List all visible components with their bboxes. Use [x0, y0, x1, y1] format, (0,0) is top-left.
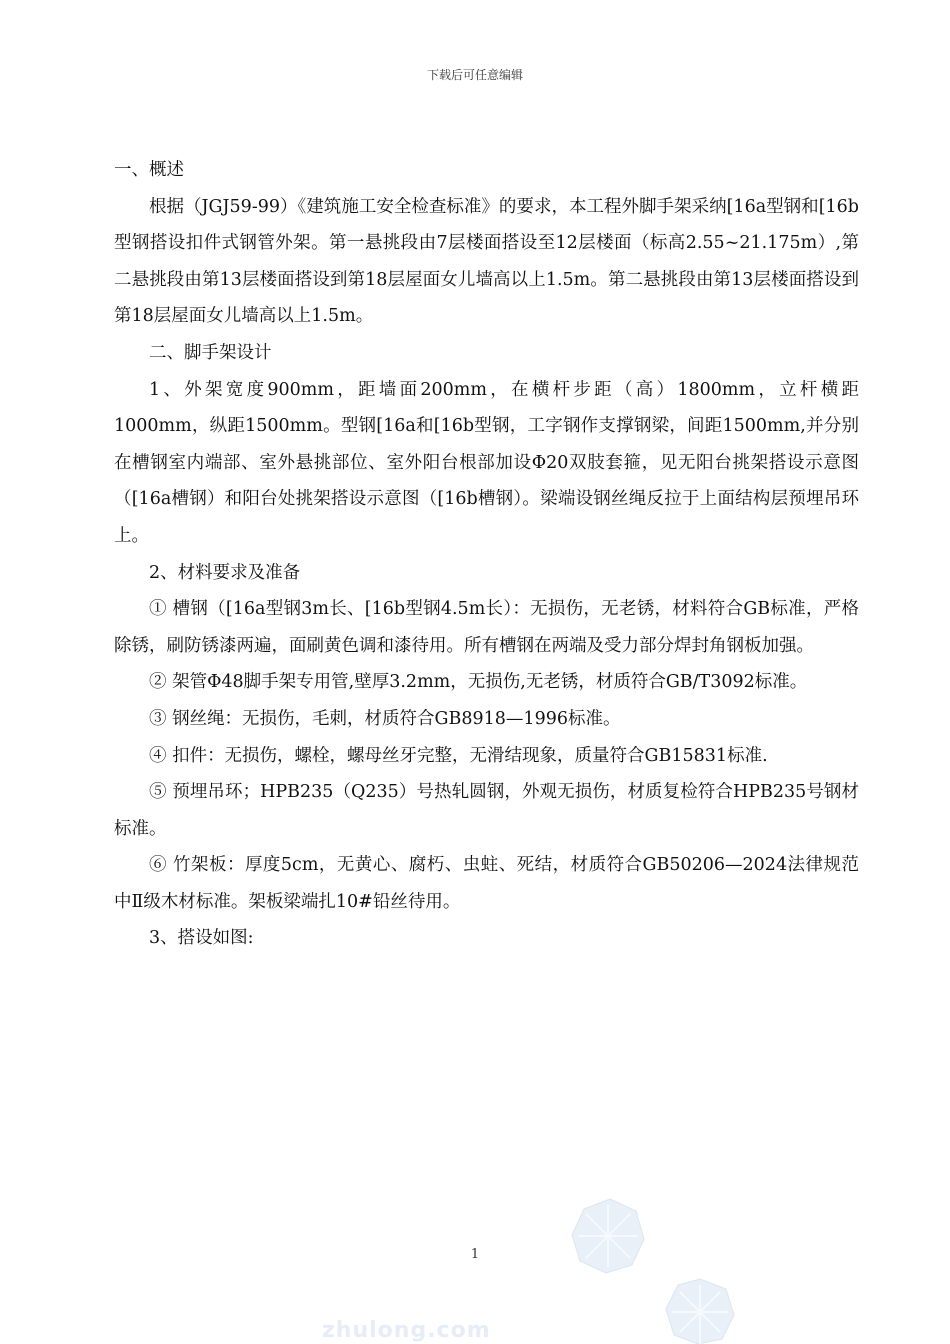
- list-item-wire-rope: ③ 钢丝绳：无损伤，毛刺，材质符合GB8918—1996标准。: [149, 708, 621, 729]
- list-item-lifting-ring: ⑤ 预埋吊环；HPB235（Q235）号热轧圆钢，外观无损伤，材质复检符合HPB235号钢材标准。: [114, 782, 859, 839]
- watermark-text: zhulong.com: [322, 1318, 491, 1343]
- section-heading-erection: 3、搭设如图:: [149, 928, 254, 949]
- document-body: [114, 152, 859, 957]
- list-item-coupler: ④ 扣件：无损伤，螺栓，螺母丝牙完整，无滑结现象，质量符合GB15831标准.: [149, 745, 768, 766]
- paragraph-dimensions: 1、外架宽度900mm，距墙面200mm，在横杆步距（高）1800mm，立杆横距1000mm，纵距1500mm。型钢[16a和[16b型钢，工字钢作支撑钢梁，间距1500mm,并分别在槽钢室内端部、室外悬挑部位、室外阳台根部加设Φ20双肢套箍，见无阳台挑架搭设示意图（[16a槽钢）和阳台处挑架搭设示意图（[16b槽钢）。梁端设钢丝绳反拉于上面结构层预埋吊环上。: [114, 379, 859, 546]
- list-item-bamboo-board: ⑥ 竹架板：厚度5cm，无黄心、腐朽、虫蛀、死结，材质符合GB50206—2024法律规范中Ⅱ级木材标准。架板梁端扎10#铅丝待用。: [114, 855, 859, 912]
- paragraph-overview: 根据（JGJ59-99）《建筑施工安全检查标准》的要求，本工程外脚手架采纳[16a型钢和[16b型钢搭设扣件式钢管外架。第一悬挑段由7层楼面搭设至12层楼面（标高2.55~21.175m）,第二悬挑段由第13层楼面搭设到第18层屋面女儿墙高以上1.5m。第二悬挑段由第13层楼面搭设到第18层屋面女儿墙高以上1.5m。: [114, 196, 859, 327]
- section-heading-overview: 一、概述: [114, 160, 184, 180]
- list-item-scaffold-tube: ② 架管Φ48脚手架专用管,壁厚3.2mm，无损伤,无老锈，材质符合GB/T3092标准。: [149, 672, 808, 693]
- section-heading-materials: 2、材料要求及准备: [149, 562, 301, 583]
- page-number: 1: [470, 1247, 480, 1262]
- page-header: 下载后可任意编辑: [426, 68, 523, 82]
- snowflake-watermark-icon: [540, 1195, 800, 1344]
- section-heading-design: 二、脚手架设计: [149, 342, 272, 363]
- list-item-channel-steel: ① 槽钢（[16a型钢3m长、[16b型钢4.5m长）：无损伤，无老锈，材料符合GB标准，严格除锈，刷防锈漆两遍，面刷黄色调和漆待用。所有槽钢在两端及受力部分焊封角钢板加强。: [114, 599, 859, 656]
